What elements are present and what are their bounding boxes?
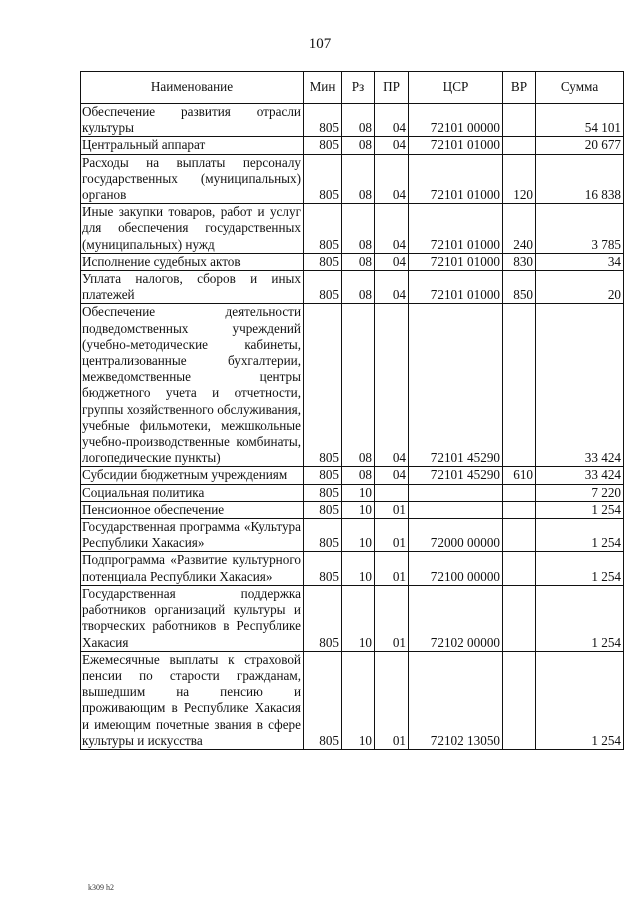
cell-min: 805 <box>304 154 342 204</box>
cell-name: Расходы на выплаты персоналу государственных (муниципальных) органов <box>81 154 304 204</box>
table-row <box>81 519 624 552</box>
cell-name: Обеспечение развития отрасли культуры <box>81 104 304 137</box>
cell-name: Субсидии бюджетным учреждениям <box>81 467 304 484</box>
cell-sum: 1 254 <box>536 519 624 552</box>
cell-vr: 240 <box>503 204 536 254</box>
cell-vr: 830 <box>503 253 536 270</box>
cell-vr <box>503 552 536 585</box>
cell-rz: 10 <box>342 585 375 651</box>
table-row <box>81 271 624 304</box>
cell-sum: 1 254 <box>536 501 624 518</box>
cell-sum: 34 <box>536 253 624 270</box>
cell-name: Ежемесячные выплаты к страховой пенсии по старости гражданам, вышедшим на пенсию и проживающим в Республике Хакасия и имеющим почетные звания в сфере культуры и искусства <box>81 651 304 749</box>
cell-rz: 08 <box>342 271 375 304</box>
cell-pr: 04 <box>375 253 409 270</box>
cell-sum: 1 254 <box>536 585 624 651</box>
footer-code: k309 h2 <box>88 883 114 892</box>
cell-rz: 10 <box>342 519 375 552</box>
table-row <box>81 304 624 467</box>
cell-name: Государственная поддержка работников организаций культуры и творческих работников в Республике Хакасия <box>81 585 304 651</box>
header-row <box>81 72 624 104</box>
table-row <box>81 484 624 501</box>
cell-rz: 08 <box>342 467 375 484</box>
header-rz: Рз <box>342 72 375 104</box>
cell-sum: 16 838 <box>536 154 624 204</box>
cell-sum: 33 424 <box>536 304 624 467</box>
cell-name: Подпрограмма «Развитие культурного потенциала Республики Хакасия» <box>81 552 304 585</box>
cell-vr <box>503 104 536 137</box>
cell-csr: 72101 01000 <box>409 137 503 154</box>
cell-sum: 20 <box>536 271 624 304</box>
cell-vr: 850 <box>503 271 536 304</box>
cell-csr: 72102 13050 <box>409 651 503 749</box>
cell-pr: 04 <box>375 271 409 304</box>
cell-pr: 01 <box>375 501 409 518</box>
cell-sum: 54 101 <box>536 104 624 137</box>
cell-vr <box>503 585 536 651</box>
cell-rz: 08 <box>342 204 375 254</box>
header-pr: ПР <box>375 72 409 104</box>
cell-min: 805 <box>304 104 342 137</box>
table-row <box>81 137 624 154</box>
cell-csr: 72102 00000 <box>409 585 503 651</box>
header-csr: ЦСР <box>409 72 503 104</box>
cell-sum: 1 254 <box>536 651 624 749</box>
cell-csr: 72000 00000 <box>409 519 503 552</box>
cell-name: Иные закупки товаров, работ и услуг для обеспечения государственных (муниципальных) нужд <box>81 204 304 254</box>
table-row <box>81 467 624 484</box>
cell-pr: 01 <box>375 552 409 585</box>
page-number: 107 <box>308 36 332 52</box>
cell-min: 805 <box>304 137 342 154</box>
cell-vr <box>503 484 536 501</box>
cell-min: 805 <box>304 501 342 518</box>
header-name: Наименование <box>81 72 304 104</box>
cell-min: 805 <box>304 552 342 585</box>
table-row <box>81 651 624 749</box>
cell-vr <box>503 137 536 154</box>
cell-csr: 72101 00000 <box>409 104 503 137</box>
cell-csr: 72100 00000 <box>409 552 503 585</box>
cell-min: 805 <box>304 519 342 552</box>
cell-min: 805 <box>304 484 342 501</box>
table-row <box>81 552 624 585</box>
cell-name: Пенсионное обеспечение <box>81 501 304 518</box>
cell-sum: 1 254 <box>536 552 624 585</box>
cell-rz: 10 <box>342 501 375 518</box>
cell-pr: 01 <box>375 519 409 552</box>
cell-name: Уплата налогов, сборов и иных платежей <box>81 271 304 304</box>
cell-vr <box>503 519 536 552</box>
cell-pr: 04 <box>375 137 409 154</box>
cell-csr: 72101 01000 <box>409 204 503 254</box>
cell-min: 805 <box>304 253 342 270</box>
table-row <box>81 585 624 651</box>
cell-csr: 72101 01000 <box>409 154 503 204</box>
cell-rz: 10 <box>342 484 375 501</box>
cell-csr: 72101 45290 <box>409 467 503 484</box>
cell-sum: 3 785 <box>536 204 624 254</box>
table-body <box>81 104 624 750</box>
cell-min: 805 <box>304 304 342 467</box>
cell-min: 805 <box>304 651 342 749</box>
cell-sum: 33 424 <box>536 467 624 484</box>
cell-vr: 120 <box>503 154 536 204</box>
header-vr: ВР <box>503 72 536 104</box>
table-header <box>81 72 624 104</box>
cell-name: Центральный аппарат <box>81 137 304 154</box>
cell-min: 805 <box>304 271 342 304</box>
cell-vr: 610 <box>503 467 536 484</box>
cell-vr <box>503 501 536 518</box>
cell-rz: 10 <box>342 651 375 749</box>
cell-name: Государственная программа «Культура Республики Хакасия» <box>81 519 304 552</box>
cell-rz: 10 <box>342 552 375 585</box>
cell-sum: 20 677 <box>536 137 624 154</box>
cell-csr: 72101 45290 <box>409 304 503 467</box>
cell-pr: 04 <box>375 154 409 204</box>
cell-pr: 01 <box>375 585 409 651</box>
table-row <box>81 501 624 518</box>
cell-name: Обеспечение деятельности подведомственных учреждений (учебно-методические кабинеты, централизованные бухгалтерии, межведомственные центры бюджетного учета и отчетности, группы хозяйственного обслуживания, учебные фильмотеки, межшкольные учебно-производственные комбинаты, логопедические пункты) <box>81 304 304 467</box>
cell-min: 805 <box>304 467 342 484</box>
cell-csr: 72101 01000 <box>409 253 503 270</box>
cell-rz: 08 <box>342 304 375 467</box>
cell-pr: 04 <box>375 467 409 484</box>
cell-rz: 08 <box>342 154 375 204</box>
cell-vr <box>503 304 536 467</box>
cell-pr: 04 <box>375 304 409 467</box>
cell-rz: 08 <box>342 104 375 137</box>
cell-sum: 7 220 <box>536 484 624 501</box>
cell-pr: 01 <box>375 651 409 749</box>
table-row <box>81 104 624 137</box>
cell-pr <box>375 484 409 501</box>
cell-csr <box>409 484 503 501</box>
cell-name: Исполнение судебных актов <box>81 253 304 270</box>
cell-min: 805 <box>304 204 342 254</box>
cell-csr <box>409 501 503 518</box>
cell-pr: 04 <box>375 104 409 137</box>
budget-table <box>80 71 624 750</box>
cell-rz: 08 <box>342 253 375 270</box>
header-sum: Сумма <box>536 72 624 104</box>
cell-pr: 04 <box>375 204 409 254</box>
cell-csr: 72101 01000 <box>409 271 503 304</box>
cell-min: 805 <box>304 585 342 651</box>
table-row <box>81 154 624 204</box>
table-row <box>81 253 624 270</box>
cell-rz: 08 <box>342 137 375 154</box>
cell-name: Социальная политика <box>81 484 304 501</box>
table-row <box>81 204 624 254</box>
header-min: Мин <box>304 72 342 104</box>
cell-vr <box>503 651 536 749</box>
